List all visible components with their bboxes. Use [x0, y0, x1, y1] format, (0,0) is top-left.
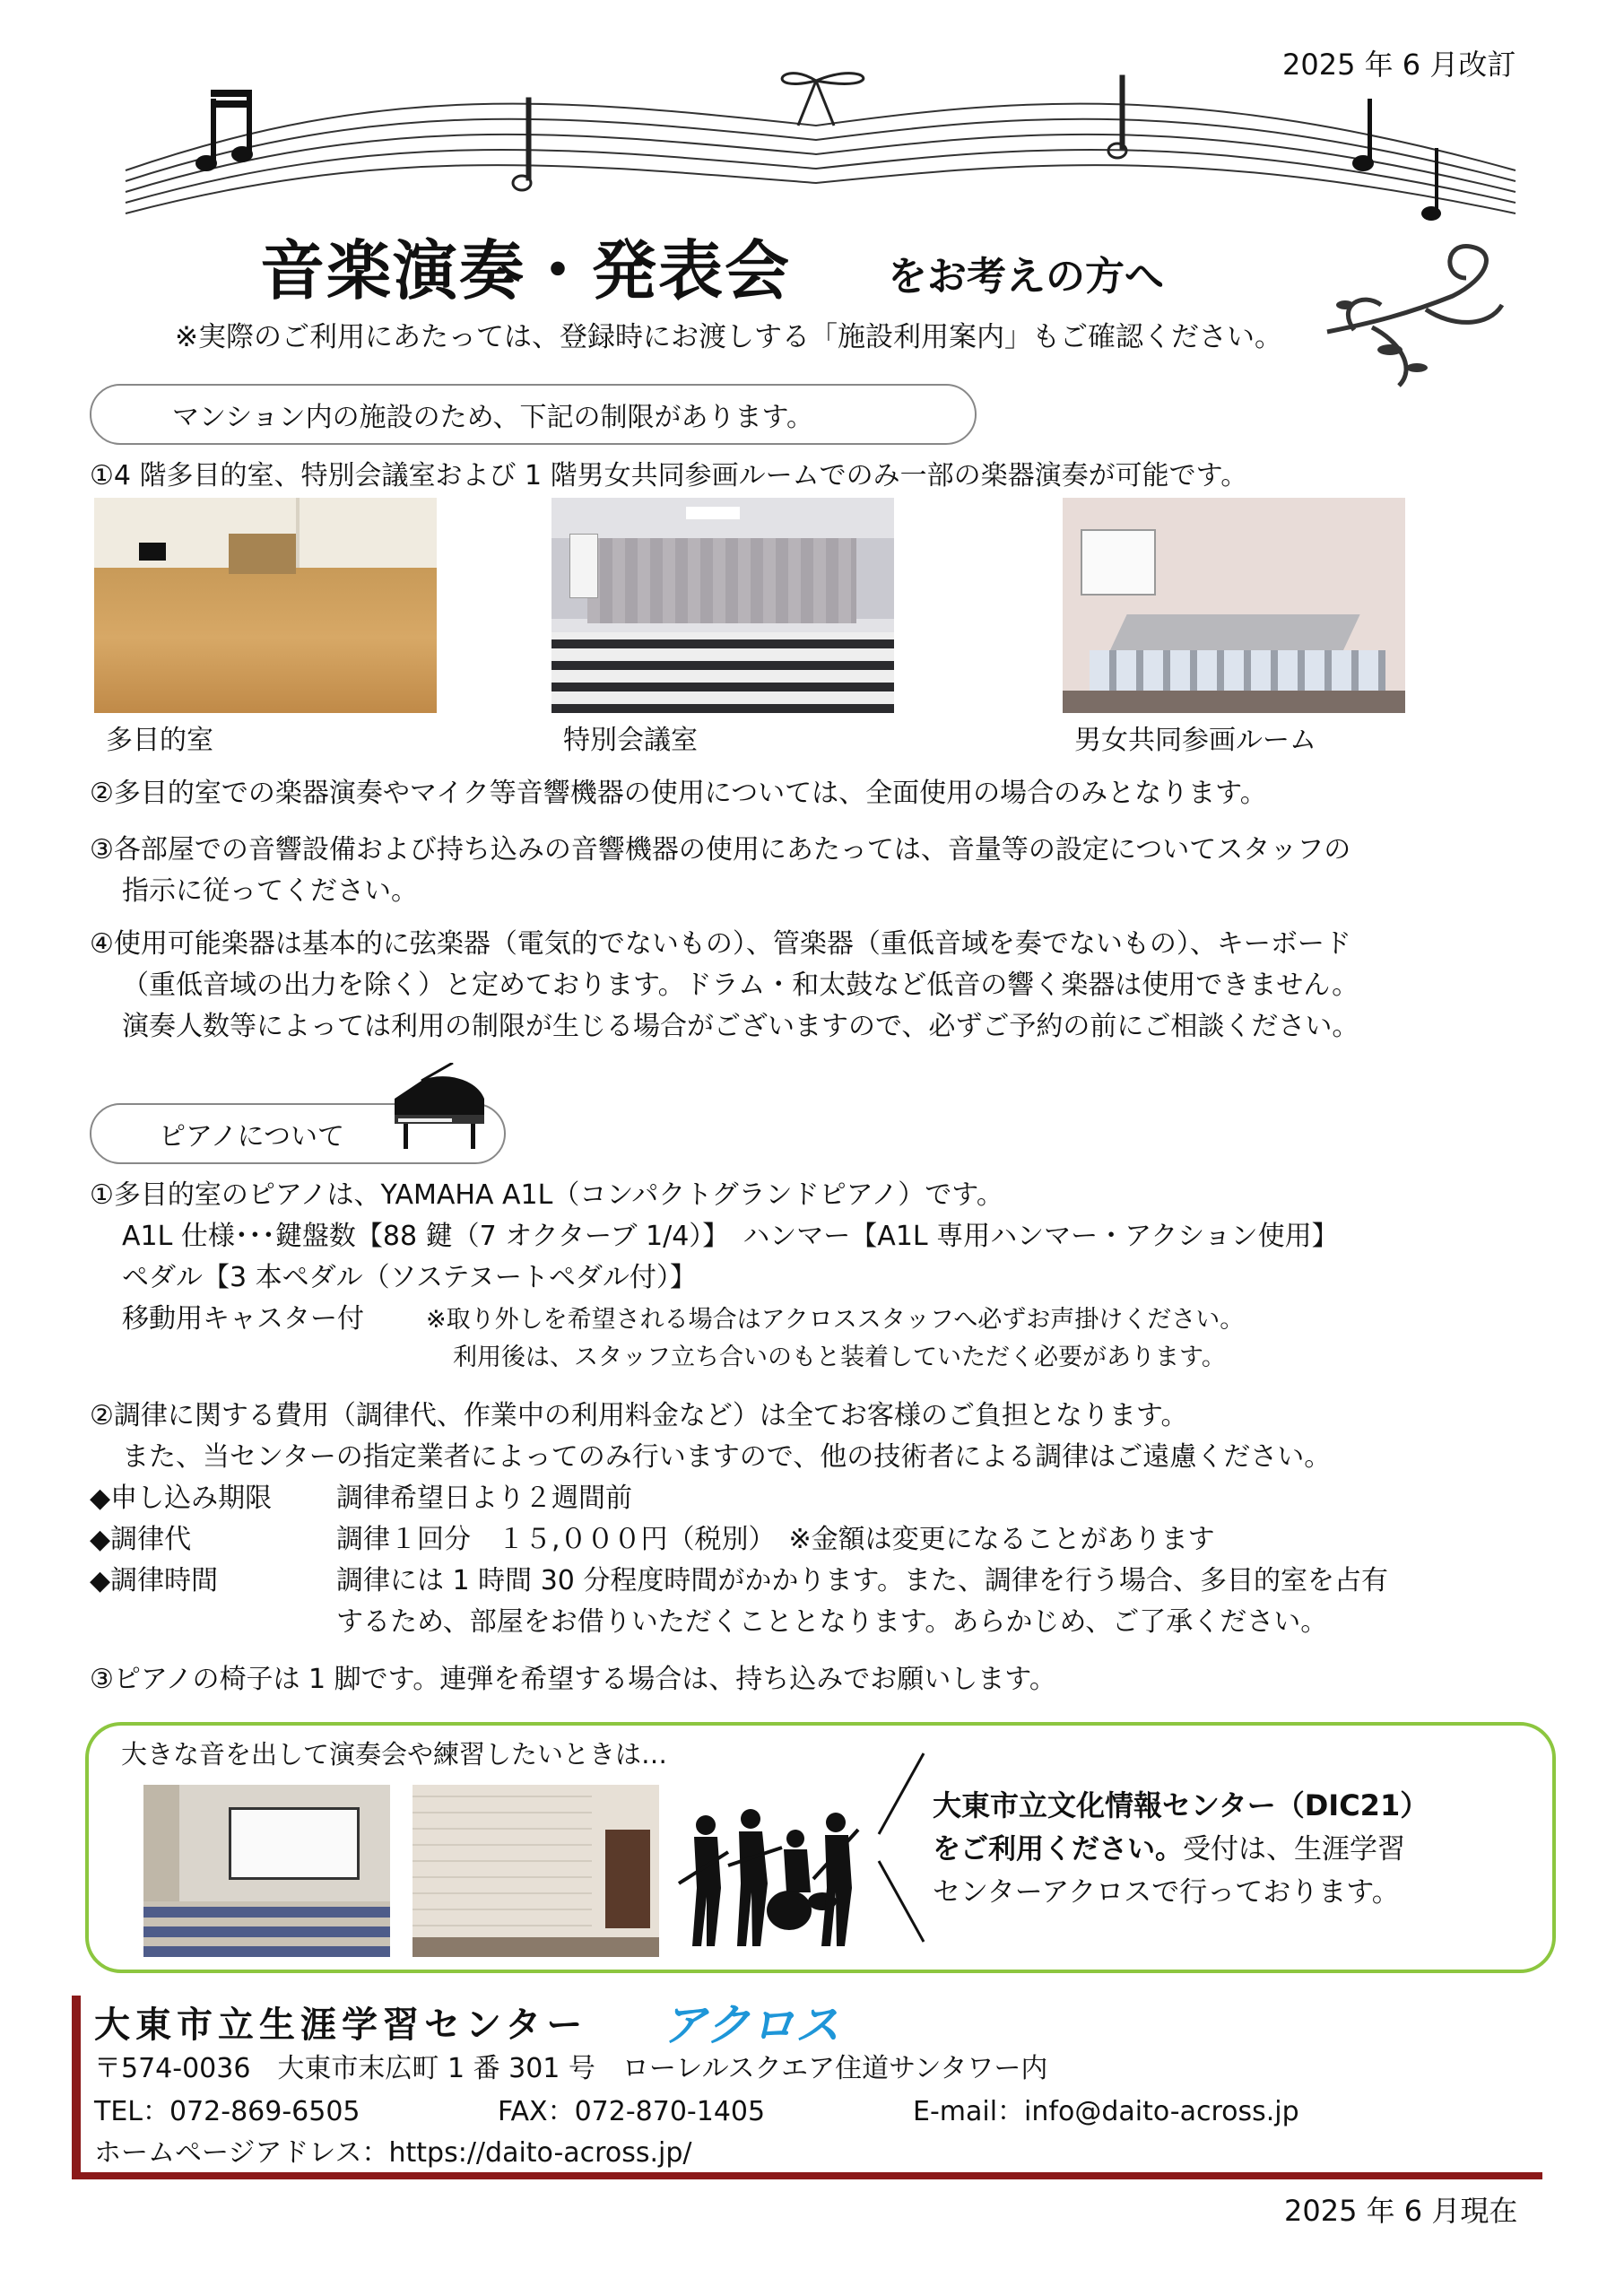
dic21-hall-photo [143, 1785, 390, 1957]
restriction-item-2: ②多目的室での楽器演奏やマイク等音響機器の使用については、全面使用の場合のみとなります。 [90, 778, 1267, 809]
footer-org-name: 大東市立生涯学習センター [94, 2005, 588, 2046]
caster-note-1: ※取り外しを希望される場合はアクロススタッフへ必ずお声掛けください。 [426, 1306, 1245, 1334]
footer-fax: FAX：072-870-1405 [498, 2096, 766, 2127]
restriction-item-4-line3: 演奏人数等によっては利用の制限が生じる場合がございますので、必ずご予約の前にご相談ください。 [122, 1011, 1359, 1042]
dic21-line3: センターアクロスで行っております。 [933, 1876, 1400, 1909]
photo-caption-conference: 特別会議室 [563, 725, 698, 756]
piano-item-2-line1: ②調律に関する費用（調律代、作業中の利用料金など）は全てお客様のご負担となります。 [90, 1400, 1188, 1431]
music-staff-ornament [117, 63, 1524, 242]
caster-note-2: 利用後は、スタッフ立ち合いのもと装着していただく必要があります。 [453, 1344, 1226, 1371]
footer-accent-bar [72, 1996, 81, 2179]
caster-label: 移動用キャスター付 [122, 1303, 364, 1335]
piano-item-1-line3: ペダル【3 本ペダル（ソステヌートペダル付）】 [122, 1262, 697, 1293]
photo-caption-gender-room: 男女共同参画ルーム [1074, 725, 1316, 756]
flourish-ornament [1318, 242, 1515, 395]
photo-caption-multipurpose: 多目的室 [106, 725, 213, 756]
multipurpose-room-photo [94, 498, 437, 713]
fee-value: 調律１回分 １５,０００円（税別） ※金額は変更になることがあります [336, 1524, 1215, 1555]
fee-label: ◆調律代 [90, 1524, 192, 1555]
gender-equality-room-photo [1063, 498, 1405, 713]
piano-item-3: ③ピアノの椅子は 1 脚です。連弾を希望する場合は、持ち込みでお願いします。 [90, 1664, 1056, 1695]
footer-homepage[interactable]: ホームページアドレス：https://daito-across.jp/ [94, 2137, 692, 2169]
footer-current-date: 2025 年 6 月現在 [1284, 2194, 1518, 2228]
dic21-line2 [933, 1826, 1405, 1866]
time-label: ◆調律時間 [90, 1565, 219, 1596]
piano-item-2-line2: また、当センターの指定業者によってのみ行いますので、他の技術者による調律はご遠慮ください。 [122, 1441, 1332, 1473]
band-silhouette-icon [674, 1803, 863, 1955]
time-value-line2: するため、部屋をお借りいただくこととなります。あらかじめ、ご了承ください。 [336, 1606, 1328, 1638]
notice-text: ※実際のご利用にあたっては、登録時にお渡しする「施設利用案内」もご確認ください。 [175, 321, 1282, 353]
restriction-item-3-line1: ③各部屋での音響設備および持ち込みの音響機器の使用にあたっては、音量等の設定についてスタッフの [90, 834, 1351, 865]
dic21-name: 大東市立文化情報センター（DIC21） [933, 1788, 1429, 1822]
section-heading-label: マンション内の施設のため、下記の制限があります。 [172, 402, 814, 433]
deadline-value: 調律希望日より２週間前 [336, 1483, 632, 1514]
dic21-call-to-action: をご利用ください。 [933, 1833, 1183, 1866]
dic21-studio-photo [413, 1785, 659, 1957]
restriction-item-4-line1: ④使用可能楽器は基本的に弦楽器（電気的でないもの）、管楽器（重低音域を奏でないもの）、キーボード [90, 928, 1351, 960]
restriction-item-3-line2: 指示に従ってください。 [122, 875, 418, 907]
footer-address: 〒574-0036 大東市末広町 1 番 301 号 ローレルスクエア住道サンタワー内 [94, 2053, 1048, 2084]
restriction-item-4-line2: （重低音域の出力を除く）と定めております。ドラム・和太鼓など低音の響く楽器は使用できません。 [122, 970, 1359, 1001]
ribbon-bow-icon [782, 74, 864, 126]
page-title: 音楽演奏・発表会 [260, 233, 792, 309]
revised-date: 2025 年 6 月改訂 [1282, 48, 1516, 82]
speech-divider-lines [874, 1749, 928, 1946]
footer-brand-logo: アクロス [662, 1999, 840, 2051]
footer-email[interactable]: E-mail：info@daito-across.jp [913, 2096, 1299, 2127]
piano-item-1-line2: A1L 仕様･･･鍵盤数【88 鍵（7 オクターブ 1/4）】 ハンマー【A1L 専用ハンマー・アクション使用】 [122, 1221, 1339, 1252]
special-conference-room-photo [551, 498, 894, 713]
section-heading-restrictions [90, 384, 977, 445]
deadline-label: ◆申し込み期限 [90, 1483, 273, 1514]
grand-piano-icon [386, 1063, 493, 1152]
section-heading-label: ピアノについて [159, 1121, 344, 1152]
restriction-item-1: ①4 階多目的室、特別会議室および 1 階男女共同参画ルームでのみ一部の楽器演奏が可能です。 [90, 460, 1248, 491]
page-subtitle: をお考えの方へ [888, 254, 1164, 300]
time-value-line1: 調律には 1 時間 30 分程度時間がかかります。また、調律を行う場合、多目的室を占有 [336, 1565, 1389, 1596]
alternative-venue-lead: 大きな音を出して演奏会や練習したいときは… [121, 1739, 668, 1770]
piano-item-1-line1: ①多目的室のピアノは、YAMAHA A1L（コンパクトグランドピアノ）です。 [90, 1179, 1003, 1211]
dic21-reception-text: 受付は、生涯学習 [1183, 1833, 1405, 1866]
footer-tel: TEL：072-869-6505 [94, 2096, 360, 2127]
